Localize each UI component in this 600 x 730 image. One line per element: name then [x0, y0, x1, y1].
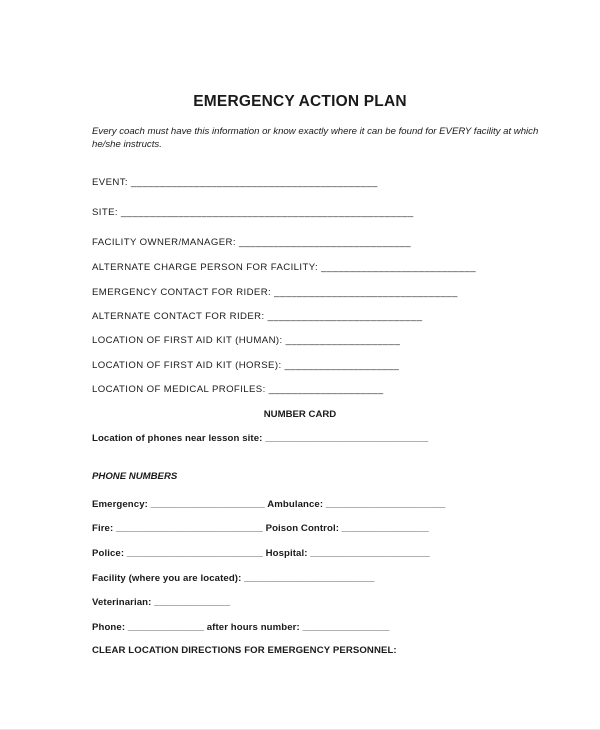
directions-heading: CLEAR LOCATION DIRECTIONS FOR EMERGENCY PERSONNEL: [92, 645, 397, 656]
phone-numbers-heading: PHONE NUMBERS [92, 471, 178, 482]
fire-poison-field: Fire: ___________________________ Poison Control: ________________ [92, 523, 429, 534]
number-card-heading: NUMBER CARD [263, 409, 337, 420]
phone-after-hours-field: Phone: ______________ after hours number: ________________ [92, 622, 390, 633]
veterinarian-field: Veterinarian: ______________ [92, 597, 231, 608]
first-aid-human-field: LOCATION OF FIRST AID KIT (HUMAN): ____________________ [92, 335, 401, 346]
phones-location-field: Location of phones near lesson site: ______________________________ [92, 433, 429, 444]
medical-profiles-field: LOCATION OF MEDICAL PROFILES: ____________________ [92, 384, 384, 395]
event-field: EVENT: ___________________________________________ [92, 177, 378, 188]
intro-text: Every coach must have this information or know exactly where it can be found for EVERY facility at which he/she instructs. [92, 126, 539, 150]
alternate-charge-field: ALTERNATE CHARGE PERSON FOR FACILITY: ___________________________ [92, 262, 477, 273]
emergency-contact-field: EMERGENCY CONTACT FOR RIDER: ________________________________ [92, 287, 458, 298]
alternate-contact-field: ALTERNATE CONTACT FOR RIDER: ___________________________ [92, 311, 423, 322]
document-title: EMERGENCY ACTION PLAN [193, 93, 407, 110]
police-hospital-field: Police: _________________________ Hospital: ______________________ [92, 548, 430, 559]
site-field: SITE: ___________________________________________________ [92, 207, 414, 218]
facility-owner-field: FACILITY OWNER/MANAGER: ______________________________ [92, 237, 412, 248]
emergency-ambulance-field: Emergency: _____________________ Ambulance: ______________________ [92, 499, 446, 510]
facility-location-field: Facility (where you are located): ________________________ [92, 573, 375, 584]
first-aid-horse-field: LOCATION OF FIRST AID KIT (HORSE): ____________________ [92, 360, 400, 371]
